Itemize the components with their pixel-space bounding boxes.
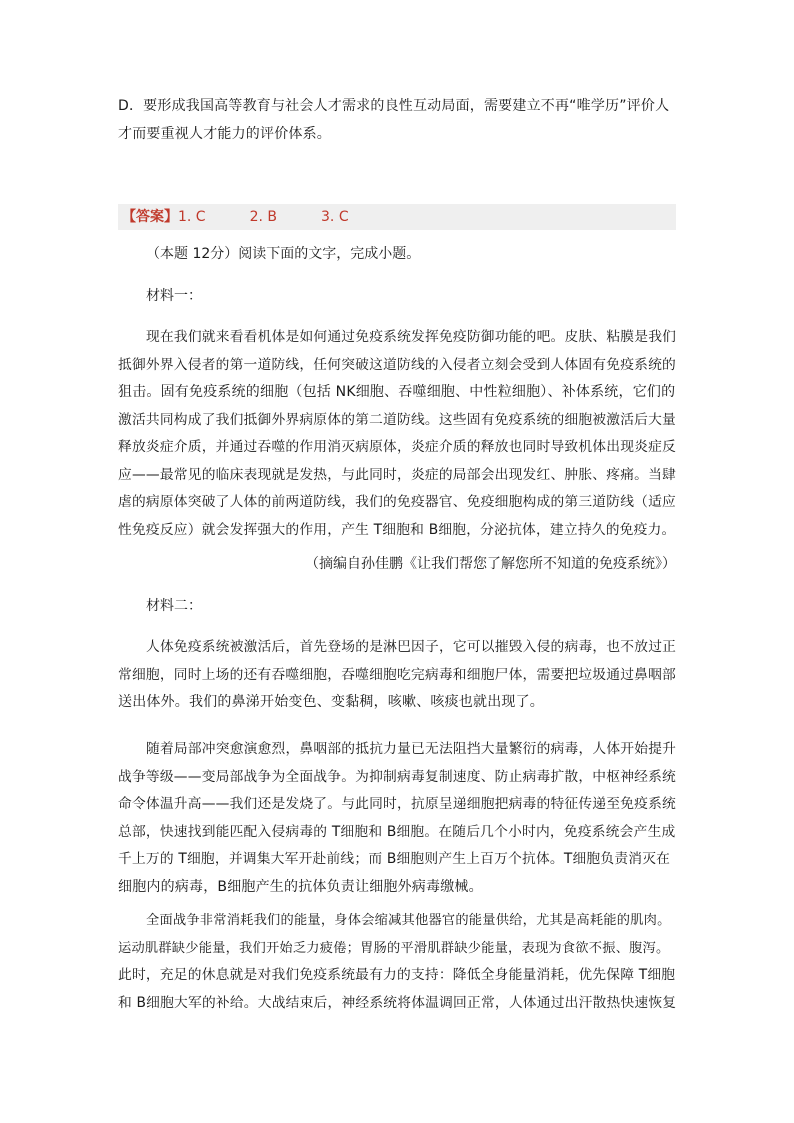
material2-line: 此时，充足的休息就是对我们免疫系统最有力的支持：降低全身能量消耗，优先保障 T细胞 <box>118 967 676 983</box>
material1-line: 释放炎症介质，并通过吞噬的作用消灭病原体，炎症介质的释放也同时导致机体出现炎症反 <box>118 439 677 455</box>
answer-item: 3. C <box>321 209 349 225</box>
material1-source: （摘编自孙佳鹏《让我们帮您了解您所不知道的免疫系统》） <box>305 556 676 572</box>
question-intro: （本题 12分）阅读下面的文字，完成小题。 <box>146 246 421 262</box>
material1-paragraph <box>118 324 676 544</box>
material2-line: 命令体温升高——我们还是发烧了。与此同时，抗原呈递细胞把病毒的特征传递至免疫系统 <box>118 796 677 812</box>
material2-line: 运动肌群缺少能量，我们开始乏力疲倦；胃肠的平滑肌群缺少能量，表现为食欲不振、腹泻。 <box>118 940 670 956</box>
answer-tag: 【答案】 <box>122 209 178 225</box>
material2-line: 总部，快速找到能匹配入侵病毒的 T细胞和 B细胞。在随后几个小时内，免疫系统会产生成 <box>118 823 676 840</box>
answer-bar <box>118 204 676 230</box>
material2-line: 随着局部冲突愈演愈烈，鼻咽部的抵抗力量已无法阻挡大量繁衍的病毒，人体开始提升 <box>146 741 677 757</box>
material2-heading: 材料二： <box>146 598 202 614</box>
material2-line: 战争等级——变局部战争为全面战争。为抑制病毒复制速度、防止病毒扩散，中枢神经系统 <box>118 768 677 785</box>
answer-item: 1. C <box>178 209 206 225</box>
material2-paragraph-3 <box>118 907 676 1017</box>
material2-line: 细胞内的病毒，B细胞产生的抗体负责让细胞外病毒缴械。 <box>118 878 483 895</box>
material1-line: 激活共同构成了我们抵御外界病原体的第二道防线。这些固有免疫系统的细胞被激活后大量 <box>118 411 677 428</box>
material2-paragraph-1 <box>118 634 676 717</box>
option-d-line: 才而要重视人才能力的评价体系。 <box>118 125 331 142</box>
material1-heading: 材料一： <box>146 288 202 304</box>
material2-line: 千上万的 T细胞，并调集大军开赴前线；而 B细胞则产生上百万个抗体。T细胞负责消灭在 <box>118 851 671 867</box>
material1-line: 现在我们就来看看机体是如何通过免疫系统发挥免疫防御功能的吧。皮肤、粘膜是我们 <box>146 329 677 345</box>
answer-item: 2. B <box>249 209 278 225</box>
material1-line: 抵御外界入侵者的第一道防线，任何突破这道防线的入侵者立刻会受到人体固有免疫系统的 <box>118 356 677 373</box>
material2-line: 常细胞，同时上场的还有吞噬细胞，吞噬细胞吃完病毒和细胞尸体，需要把垃圾通过鼻咽部 <box>118 666 677 683</box>
material1-line: 虐的病原体突破了人体的前两道防线，我们的免疫器官、免疫细胞构成的第三道防线（适应 <box>118 494 677 510</box>
material1-line: 狙击。固有免疫系统的细胞（包括 NK细胞、吞噬细胞、中性粒细胞）、补体系统，它们的 <box>118 384 676 400</box>
material2-line: 送出体外。我们的鼻涕开始变色、变黏稠，咳嗽、咳痰也就出现了。 <box>118 694 544 710</box>
option-d-line: D．要形成我国高等教育与社会人才需求的良性互动局面，需要建立不再“唯学历”评价人 <box>118 98 670 114</box>
material1-line: 应——最常见的临床表现就是发热，与此同时，炎症的局部会出现发红、肿胀、疼痛。当肆 <box>118 466 677 483</box>
material1-line: 性免疫反应）就会发挥强大的作用，产生 T细胞和 B细胞，分泌抗体，建立持久的免疫力。 <box>118 521 676 538</box>
material2-line: 全面战争非常消耗我们的能量，身体会缩减其他器官的能量供给，尤其是高耗能的肌肉。 <box>146 913 671 928</box>
material2-line: 人体免疫系统被激活后，首先登场的是淋巴因子，它可以摧毁入侵的病毒，也不放过正 <box>146 639 677 655</box>
option-d-paragraph <box>118 93 676 148</box>
material2-line: 和 B细胞大军的补给。大战结束后，神经系统将体温调回正常，人体通过出汗散热快速恢复 <box>118 994 677 1011</box>
material2-paragraph-2 <box>118 736 676 901</box>
